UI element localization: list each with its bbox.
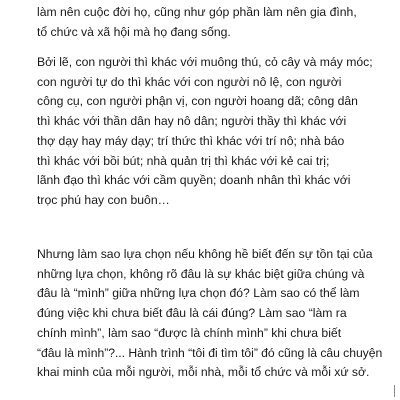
text-line: Bởi lẽ, con người thì khác với muông thú, cỏ cây và máy móc; <box>37 55 373 69</box>
text-line: đúng việc khi chưa biết đâu là cái đúng? Làm sao “làm ra <box>37 306 347 321</box>
text-line: lãnh đạo thì khác với cầm quyền; doanh nhân thì khác với <box>37 173 351 188</box>
paragraph-questions <box>37 245 382 383</box>
text-line: con người tự do thì khác với con người nô lệ, con người <box>37 74 342 89</box>
text-line: thì khác với bồi bút; nhà quản trị thì khác với kẻ cai trị; <box>37 153 330 168</box>
text-line: tổ chức và xã hội mà họ đang sống. <box>37 24 231 39</box>
text-line: những lựa chọn, không rõ đâu là sự khác biệt giữa chúng và <box>37 266 365 281</box>
paragraph-contrasts <box>37 53 382 211</box>
text-line: “đâu là mình”?... Hành trình “tôi đi tìm tôi” đó cũng là câu chuyện <box>37 345 383 360</box>
text-line: thợ dạy hay máy dạy; trí thức thì khác với trí nô; nhà báo <box>37 133 345 148</box>
text-line: đâu là “mình” giữa những lựa chọn đó? Làm sao có thể làm <box>37 286 360 301</box>
paragraph-continuation <box>37 3 382 42</box>
text-line: trọc phú hay con buôn… <box>37 192 170 207</box>
page-edge-mark <box>394 385 395 397</box>
text-line: thì khác với thần dân hay nô dân; người thầy thì khác với <box>37 114 347 129</box>
text-line: công cụ, con người phận vị, con người hoang dã; công dân <box>37 94 358 109</box>
text-line: làm nên cuộc đời họ, cũng như góp phần làm nên gia đình, <box>37 5 357 19</box>
text-line: chính mình”, làm sao “được là chính mình” khi chưa biết <box>37 325 342 340</box>
text-line: khai minh của mỗi người, mỗi nhà, mỗi tổ chức và mỗi xứ sở. <box>37 365 370 380</box>
text-line: Nhưng làm sao lựa chọn nếu không hề biết đến sự tồn tại của <box>37 247 373 261</box>
